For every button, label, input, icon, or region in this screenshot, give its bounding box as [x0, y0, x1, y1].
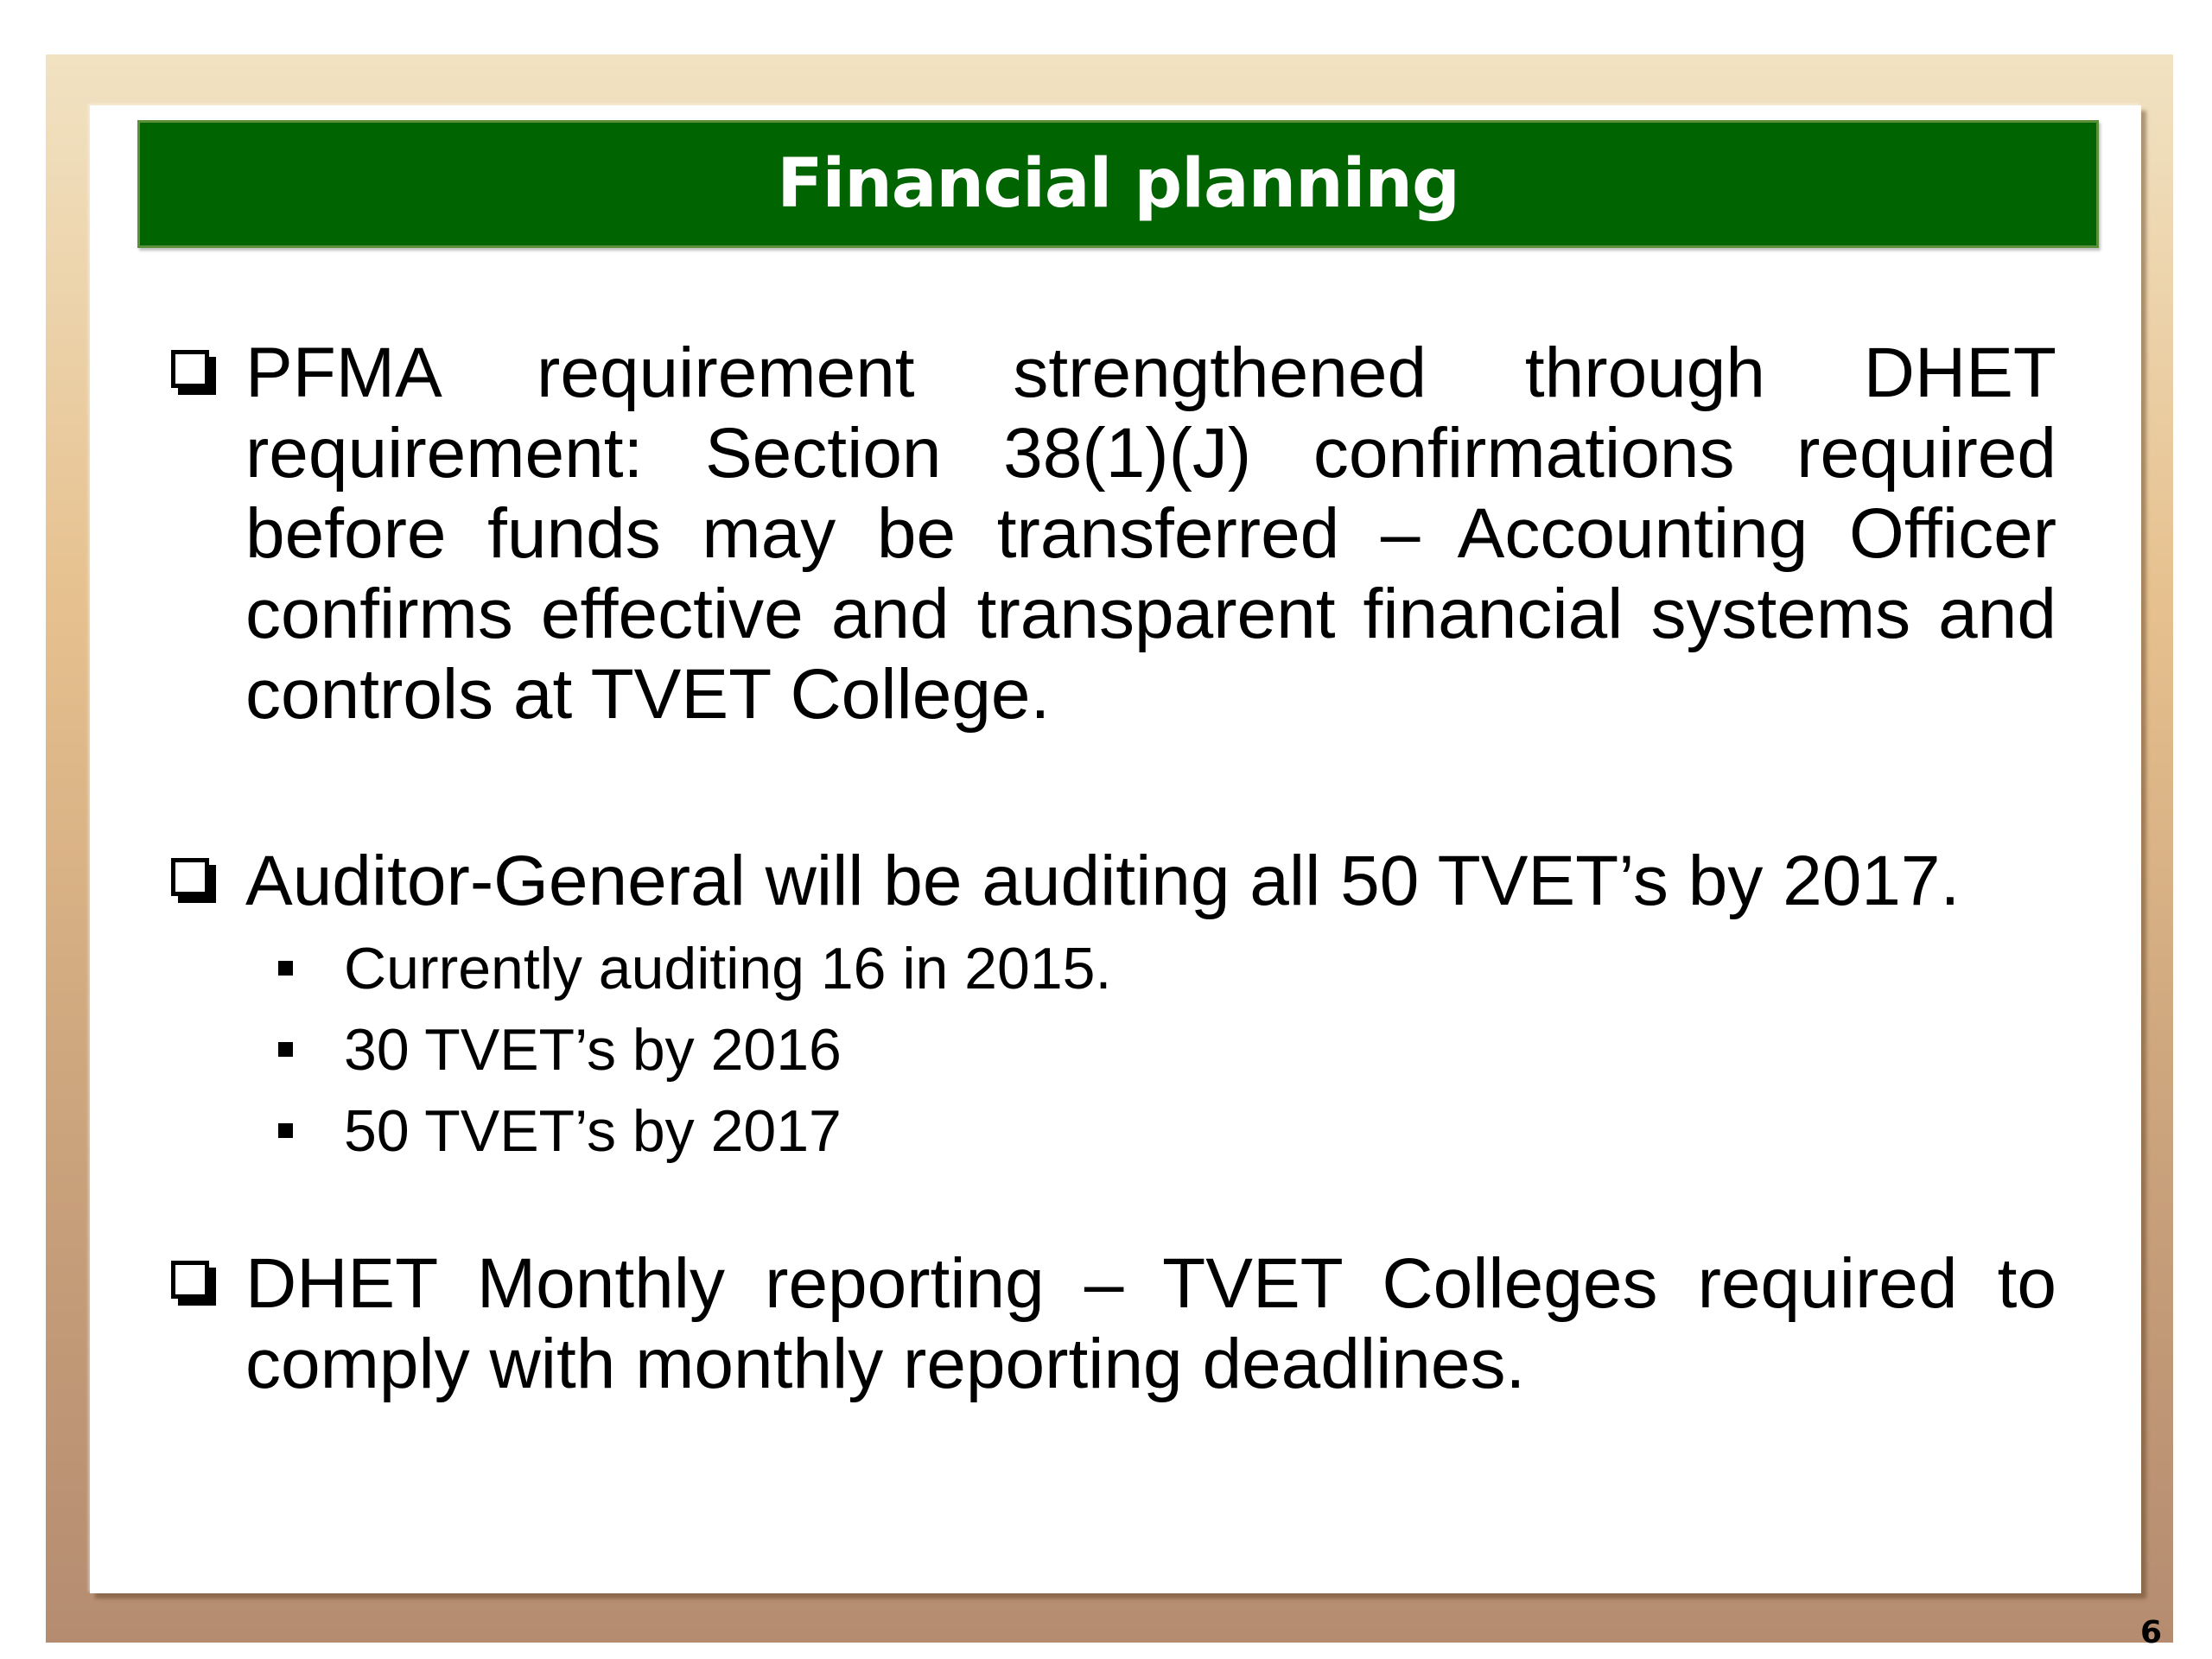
sub-bullet-item: [344, 1009, 2056, 1090]
bullet-item-dhet-reporting: [164, 1243, 2056, 1404]
title-bar: [137, 120, 2099, 248]
sub-bullet-text: 30 TVET’s by 2016: [344, 1017, 842, 1083]
sub-bullet-text: 50 TVET’s by 2017: [344, 1098, 842, 1164]
checkbox-bullet-icon: [171, 1261, 209, 1299]
slide-title: Financial planning: [777, 145, 1459, 223]
bullet-text: DHET Monthly reporting – TVET Colleges required to comply with monthly reporting deadlines.: [245, 1244, 2056, 1403]
sub-bullet-item: [344, 1090, 2056, 1172]
page-number: 6: [2139, 1615, 2162, 1650]
square-bullet-icon: [278, 1042, 293, 1057]
bullet-list: [164, 333, 2056, 1404]
sub-bullet-list: [164, 928, 2056, 1172]
bullet-text: Auditor-General will be auditing all 50 TVET’s by 2017.: [245, 842, 1961, 920]
sub-bullet-text: Currently auditing 16 in 2015.: [344, 936, 1112, 1001]
bullet-item-auditor-general: [164, 841, 2056, 921]
bullet-item-pfma: [164, 333, 2056, 734]
checkbox-bullet-icon: [171, 858, 209, 896]
sub-bullet-item: [344, 928, 2056, 1009]
checkbox-bullet-icon: [171, 350, 209, 388]
square-bullet-icon: [278, 1123, 293, 1138]
bullet-text: PFMA requirement strengthened through DHET requirement: Section 38(1)(J) confirmations required before funds may be transferred – Accounting Officer confirms effective and transparent financial systems and controls at TVET College.: [245, 334, 2056, 734]
square-bullet-icon: [278, 961, 293, 976]
